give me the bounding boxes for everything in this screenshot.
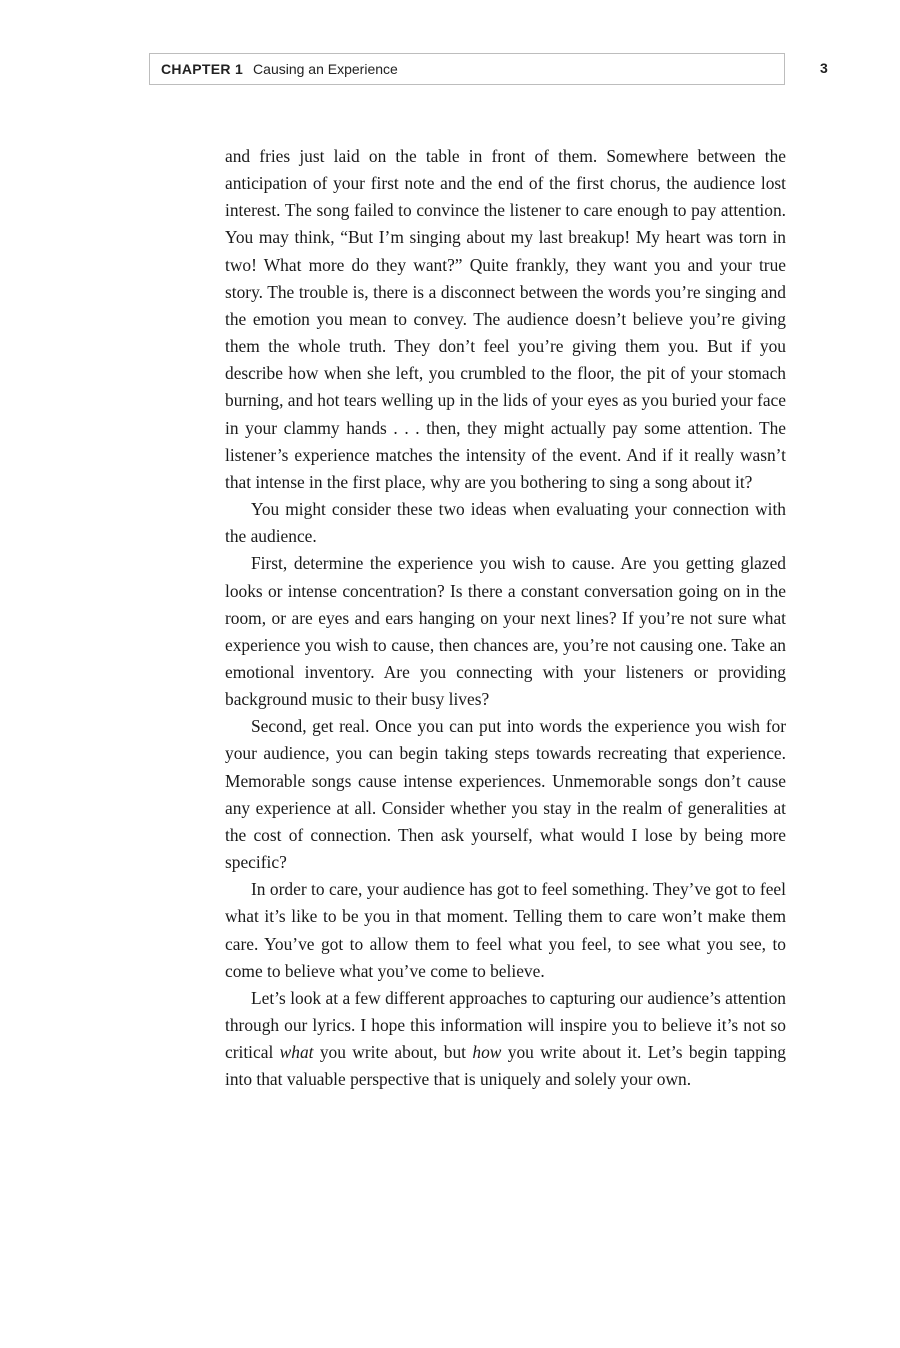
page-number: 3 (820, 60, 828, 76)
paragraph-5: In order to care, your audience has got to feel something. They’ve got to feel what it’s like to be you in that moment. Telling them to care won’t make them care. You’ve got to allow them to feel what you feel, to see what you see, to come to believe what you’ve come to believe. (225, 879, 786, 981)
paragraph-6 (225, 985, 786, 1094)
body-text (225, 143, 786, 1093)
paragraph-4: Second, get real. Once you can put into words the experience you wish for your audience, you can begin taking steps towards recreating that experience. Memorable songs cause intense experiences. Unmemorable songs don’t cause any experience at all. Consider whether you stay in the realm of generalities at the cost of connection. Then ask yourself, what would I lose by being more specific? (225, 716, 786, 873)
paragraph-6-part-1: Let’s look at a few different approaches to capturing our audience’s attention through our lyrics. I hope this information will inspire you to believe it’s not so critical (225, 987, 786, 1063)
paragraph-6-part-2: you write about, but (313, 1042, 473, 1063)
chapter-label: CHAPTER 1 (161, 61, 244, 77)
emphasis-what: what (279, 1042, 314, 1063)
emphasis-how: how (472, 1042, 502, 1063)
paragraph-2: You might consider these two ideas when evaluating your connection with the audience. (225, 499, 786, 547)
paragraph-1: and fries just laid on the table in front of them. Somewhere between the anticipation of your first note and the end of the first chorus, the audience lost interest. The song failed to convince the listener to care enough to pay attention. You may think, “But I’m singing about my last breakup! My heart was torn in two! What more do they want?” Quite frankly, they want you and your true story. The trouble is, there is a disconnect between the words you’re singing and the emotion you mean to convey. The audience doesn’t believe you’re giving them the whole truth. They don’t feel you’re giving them you. But if you describe how when she left, you crumbled to the floor, the pit of your stomach burning, and hot tears welling up in the lids of your eyes as you buried your face in your clammy hands . . . then, they might actually pay some attention. The listener’s experience matches the intensity of the event. And if it really wasn’t that intense in the first place, why are you bothering to sing a song about it? (225, 146, 786, 492)
chapter-title: Causing an Experience (253, 61, 398, 77)
paragraph-6-part-3: you write about it. Let’s begin tapping into that valuable perspective that is uniquely and solely your own. (225, 1042, 787, 1090)
running-head (149, 53, 785, 85)
paragraph-3: First, determine the experience you wish to cause. Are you getting glazed looks or intense concentration? Is there a constant conversation going on in the room, or are eyes and ears hanging on your next lines? If you’re not sure what experience you wish to cause, then chances are, you’re not causing one. Take an emotional inventory. Are you connecting with your listeners or providing background music to their busy lives? (225, 553, 786, 710)
